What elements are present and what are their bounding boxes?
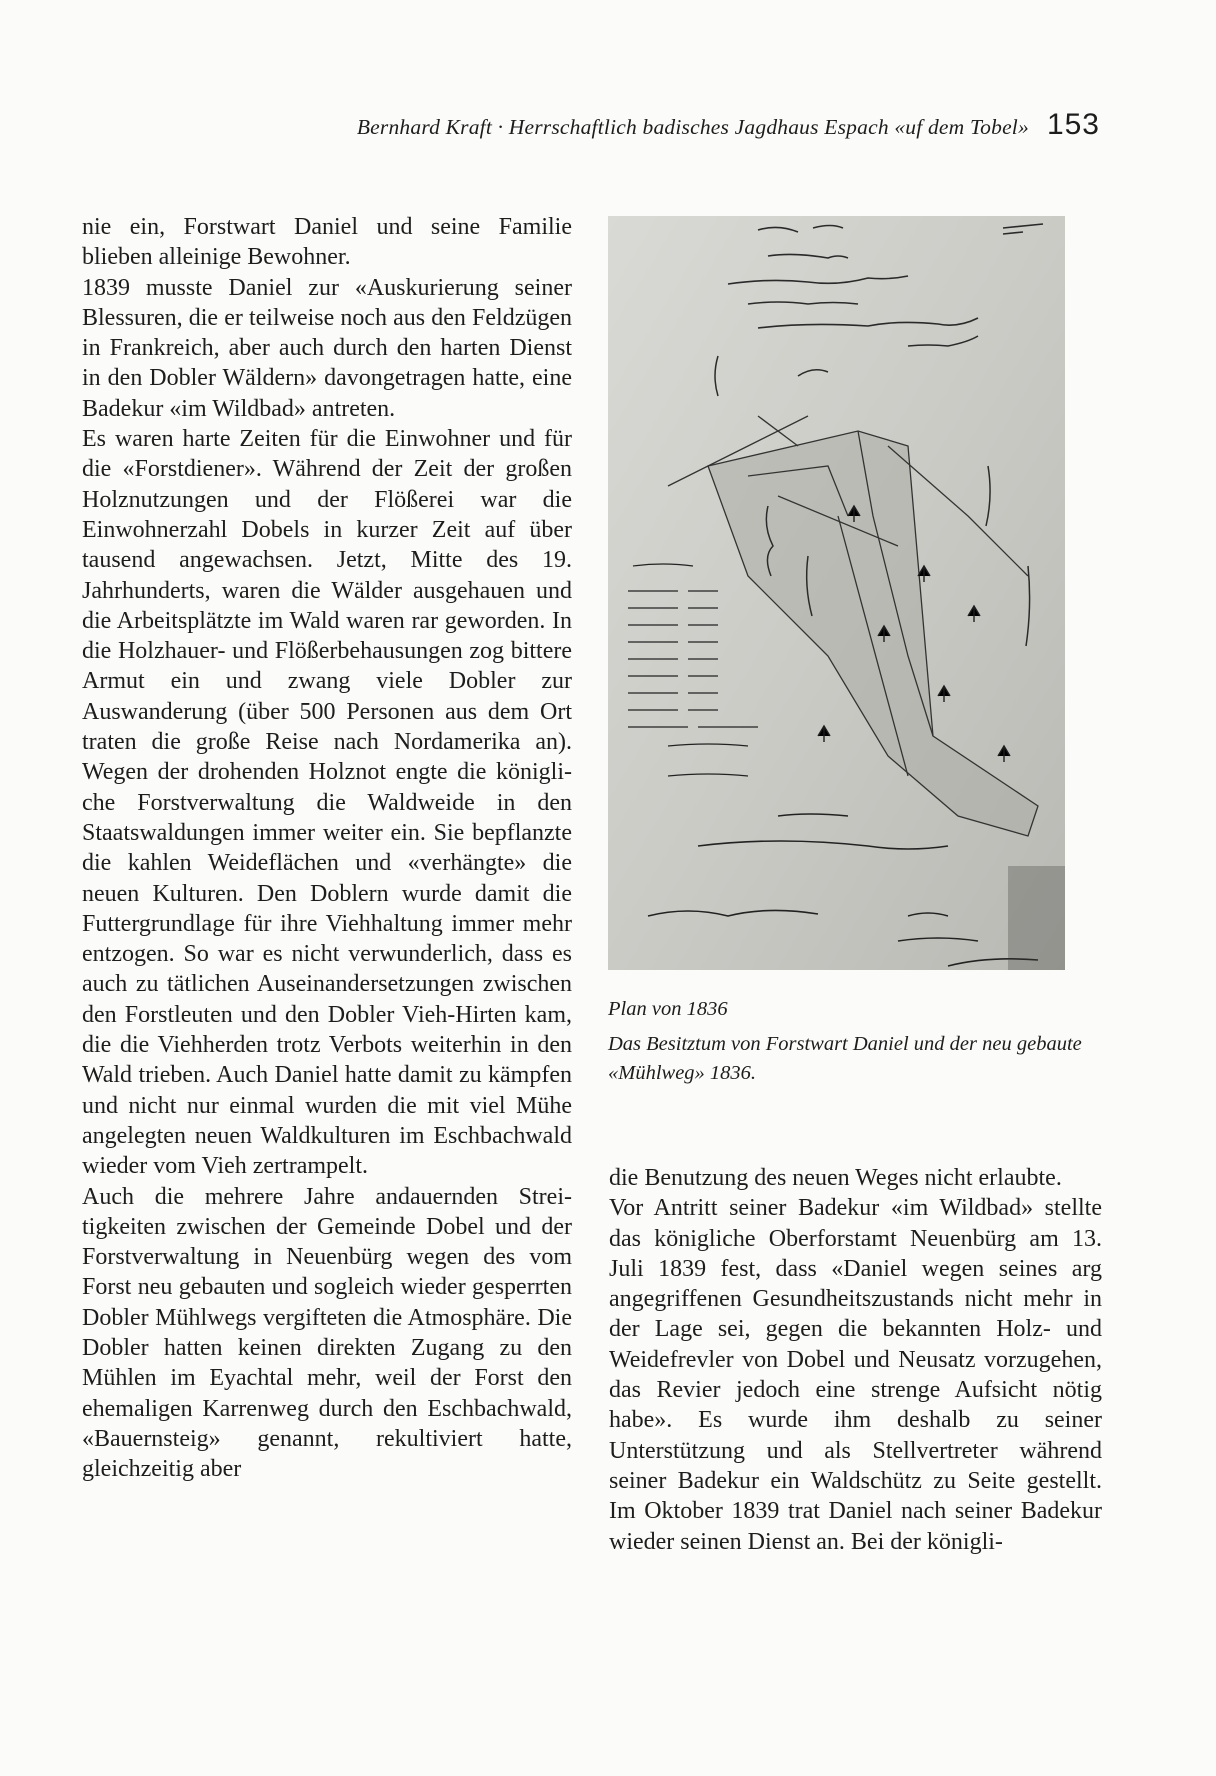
paragraph: 1839 musste Daniel zur «Auskurierung seiner Blessuren, die er teilweise noch aus den Feldzügen in Frankreich, aber auch durch den harten Dienst in den Dobler Wäldern» davongetragen hatte, eine Badekur «im Wildbad» antreten. [82, 274, 572, 422]
left-text-column [82, 212, 572, 1484]
paragraph: Auch die mehrere Jahre andauernden Streitigkeiten zwischen der Gemeinde Dobel und der Forstverwaltung in Neuenbürg wegen des vom Forst neu gebauten und sogleich wieder gesperrten Dobler Mühlwegs vergifteten die Atmosphäre. Die Dobler hatten keinen direkten Zugang zu den Mühlen im Eyachtal mehr, weil der Forst den ehemaligen Karrenweg durch den Eschbachwald, «Bauernsteig» genannt, rekultiviert hatte, gleichzeitig aber [82, 1183, 572, 1483]
page-number: 153 [1046, 108, 1100, 141]
paragraph: Vor Antritt seiner Badekur «im Wildbad» stellte das königliche Oberforstamt Neuenbürg am 13. Juli 1839 fest, dass «Daniel wegen seines arg angegriffenen Gesundheitszustands nicht mehr in der Lage sei, gegen die bekannten Holz- und Weidefrevler von Dobel und Neusatz vorzugehen, das Revier jedoch eine strenge Aufsicht nötig habe». Es wurde ihm deshalb zu seiner Unterstützung und als Stellvertreter während seiner Badekur ein Waldschütz zu Seite gestellt. Im Oktober 1839 trat Daniel nach seiner Badekur wieder seinen Dienst an. Bei der königli- [609, 1195, 1102, 1555]
caption-title: Plan von 1836 [608, 998, 728, 1020]
figure-caption [608, 995, 1103, 1094]
right-text-column [609, 1163, 1102, 1557]
running-header [80, 108, 1100, 142]
caption-text: Das Besitztum von Forstwart Daniel und der neu gebaute «Mühlweg» 1836. [608, 1033, 1082, 1084]
running-title: Bernhard Kraft · Herrschaftlich badisches Jagdhaus Espach «uf dem Tobel» [356, 115, 1029, 139]
paragraph: Es waren harte Zeiten für die Einwohner und für die «Forstdiener». Während der Zeit der großen Holznutzungen und der Flößerei war die Einwohnerzahl Dobels in kurzer Zeit auf über tausend angewachsen. Jetzt, Mitte des 19. Jahrhunderts, waren die Wälder ausgehauen und die Arbeitsplätzte im Wald waren rar geworden. In die Holzhauer- und Flößerbehausungen zog bittere Armut ein und zwang viele Dobler zur Auswanderung (über 500 Personen aus dem Ort traten die große Reise nach Nordamerika an). Wegen der drohenden Holznot engte die königliche Forstverwaltung die Waldweide in den Staatswaldungen immer weiter ein. Sie bepflanzte die kahlen Weideflächen und «verhängte» die neuen Kulturen. Den Doblern wurde damit die Futtergrundlage für ihre Viehhaltung immer mehr entzogen. So war es nicht verwunderlich, dass es auch zu tätlichen Auseinandersetzungen zwischen den Forstleuten und den Dobler Vieh-Hirten kam, die die Viehherden trotz Verbots weiterhin in den Wald trieben. Auch Daniel hatte damit zu kämpfen und nicht nur einmal wurden die mit viel Mühe angelegten neuen Waldkulturen im Eschbachwald wieder vom Vieh zertrampelt. [82, 426, 572, 1180]
paragraph: nie ein, Forstwart Daniel und seine Familie blieben alleinige Bewohner. [82, 214, 572, 271]
paragraph: die Benutzung des neuen Weges nicht erlaubte. [609, 1165, 1062, 1191]
plan-sketch-illustration [608, 216, 1065, 970]
historical-plan-image [608, 216, 1065, 970]
